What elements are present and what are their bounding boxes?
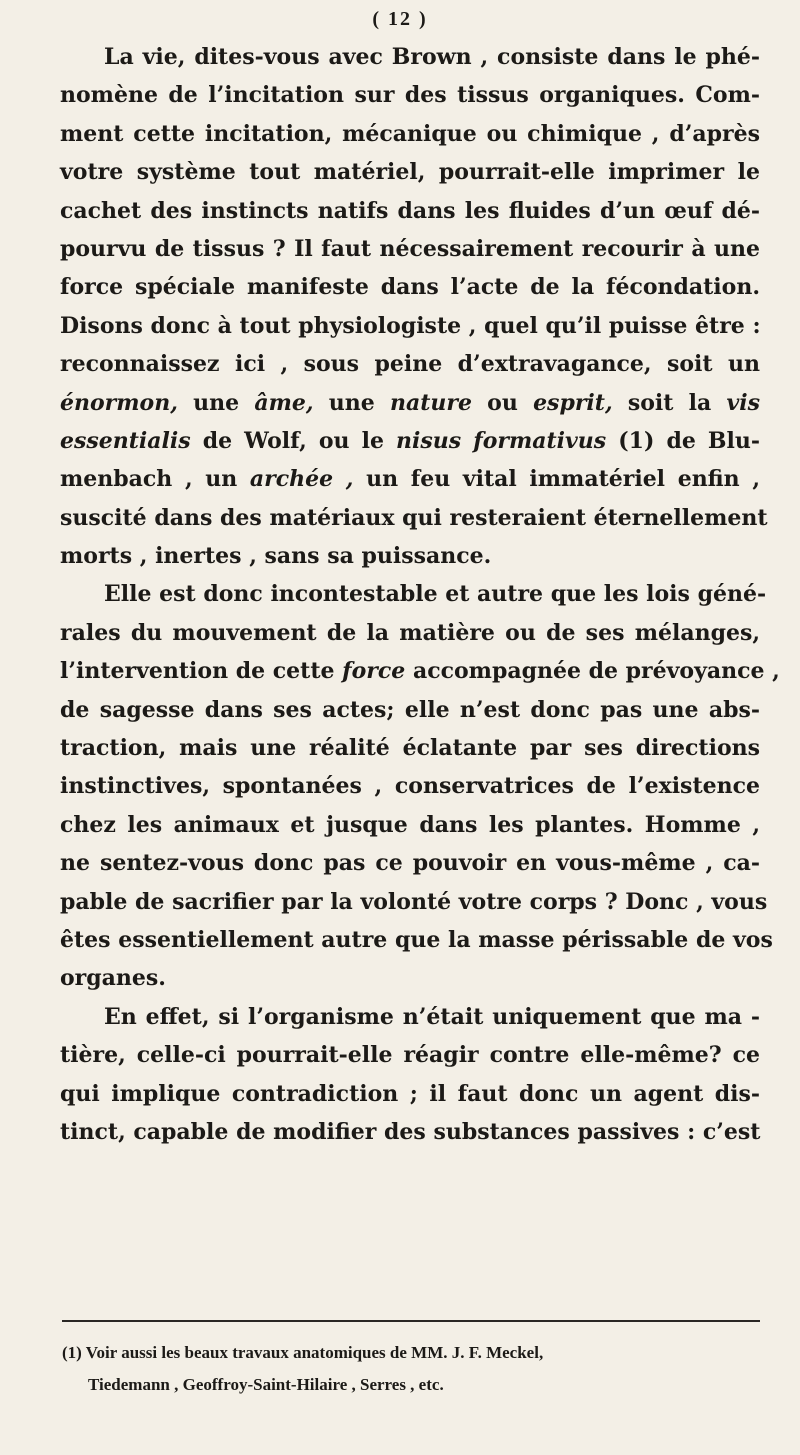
- text-segment: chez les animaux et jusque dans les plantes. Homme ,: [60, 811, 760, 838]
- text-segment: rales du mouvement de la matière ou de ses mélanges,: [60, 619, 760, 646]
- text-segment: une: [177, 389, 255, 416]
- text-line: [60, 844, 760, 882]
- page-number: ( 12 ): [372, 8, 428, 30]
- text-segment: votre système tout matériel, pourrait-elle imprimer le: [60, 159, 760, 186]
- text-segment: de Wolf, ou le: [190, 427, 397, 454]
- text-segment: menbach , un: [60, 466, 250, 493]
- footnote-line: Tiedemann , Geoffroy-Saint-Hilaire , Serres , etc.: [88, 1375, 444, 1394]
- text-segment: instinctives, spontanées , conservatrices de l’existence: [60, 773, 760, 800]
- italic-term: vis: [726, 389, 760, 416]
- text-line: [60, 460, 760, 498]
- text-segment: ou: [471, 389, 534, 416]
- footnote: [62, 1337, 760, 1401]
- paragraph: [60, 998, 760, 1152]
- text-segment: Elle est donc incontestable et autre que les lois géné-: [104, 581, 767, 608]
- text-line: [60, 268, 760, 306]
- text-line: [60, 499, 768, 537]
- text-line: [60, 1113, 760, 1151]
- text-segment: soit la: [612, 389, 727, 416]
- italic-term: essentialis: [60, 427, 191, 454]
- text-segment: morts , inertes , sans sa puissance.: [60, 543, 492, 570]
- italic-term: nisus formativus: [396, 427, 607, 454]
- text-line: [60, 959, 760, 997]
- text-segment: organes.: [60, 965, 166, 992]
- text-line: [60, 192, 760, 230]
- text-segment: accompagnée de prévoyance ,: [405, 658, 780, 685]
- text-line: [60, 652, 780, 690]
- text-segment: ne sentez-vous donc pas ce pouvoir en vous-même , ca-: [60, 850, 760, 877]
- text-segment: pourvu de tissus ? Il faut nécessairement recourir à une: [60, 235, 760, 262]
- text-line: [60, 575, 767, 613]
- text-line: [60, 422, 760, 460]
- footnote-separator: [62, 1320, 760, 1322]
- italic-term: archée ,: [249, 466, 354, 493]
- text-segment: de sagesse dans ses actes; elle n’est donc pas une abs-: [60, 696, 760, 723]
- text-line: [60, 767, 760, 805]
- paragraph: [60, 575, 780, 997]
- italic-term: esprit,: [533, 389, 613, 416]
- text-line: [60, 307, 760, 345]
- text-line: [60, 1075, 760, 1113]
- text-segment: êtes essentiellement autre que la masse périssable de vos: [60, 926, 773, 953]
- text-line: [60, 384, 760, 422]
- text-segment: tinct, capable de modifier des substances passives : c’est: [60, 1118, 761, 1145]
- body-text: [60, 38, 780, 1151]
- text-line: [60, 537, 760, 575]
- text-line: [60, 921, 773, 959]
- italic-term: âme,: [254, 389, 314, 416]
- text-line: [60, 883, 768, 921]
- text-line: [60, 1036, 760, 1074]
- text-segment: un feu vital immatériel enfin ,: [353, 466, 760, 493]
- text-segment: l’intervention de cette: [60, 658, 343, 685]
- text-segment: La vie, dites-vous avec Brown , consiste dans le phé-: [104, 44, 760, 70]
- text-line: [60, 76, 760, 114]
- text-line: [60, 115, 760, 153]
- text-line: [60, 38, 760, 76]
- text-line: [60, 345, 760, 383]
- text-segment: Disons donc à tout physiologiste , quel qu’il puisse être :: [60, 312, 761, 339]
- text-segment: force spéciale manifeste dans l’acte de la fécondation.: [60, 274, 760, 301]
- text-line: [60, 691, 760, 729]
- text-line: [60, 153, 760, 191]
- text-segment: ment cette incitation, mécanique ou chimique , d’après: [60, 120, 760, 147]
- text-segment: (1) de Blu-: [606, 427, 761, 454]
- paragraph: [60, 38, 768, 575]
- italic-term: nature: [389, 389, 472, 416]
- text-segment: tière, celle-ci pourrait-elle réagir contre elle-même? ce: [60, 1042, 760, 1069]
- text-line: [60, 998, 760, 1036]
- text-segment: En effet, si l’organisme n’était uniquement que ma -: [104, 1003, 760, 1030]
- text-line: [60, 729, 760, 767]
- text-segment: pable de sacrifier par la volonté votre corps ? Donc , vous: [60, 888, 768, 915]
- text-segment: traction, mais une réalité éclatante par ses directions: [60, 735, 760, 762]
- text-line: [60, 230, 760, 268]
- text-segment: reconnaissez ici , sous peine d’extravagance, soit un: [60, 351, 760, 378]
- text-segment: cachet des instincts natifs dans les fluides d’un œuf dé-: [60, 197, 760, 224]
- text-line: [60, 806, 760, 844]
- text-segment: suscité dans des matériaux qui resteraient éternellement: [60, 504, 768, 531]
- text-segment: qui implique contradiction ; il faut donc un agent dis-: [60, 1080, 760, 1107]
- footnote-line: (1) Voir aussi les beaux travaux anatomiques de MM. J. F. Meckel,: [62, 1343, 544, 1362]
- text-segment: une: [313, 389, 390, 416]
- text-segment: nomène de l’incitation sur des tissus organiques. Com-: [60, 82, 760, 109]
- text-line: [60, 614, 760, 652]
- italic-term: énormon,: [60, 389, 178, 416]
- italic-term: force: [342, 658, 406, 685]
